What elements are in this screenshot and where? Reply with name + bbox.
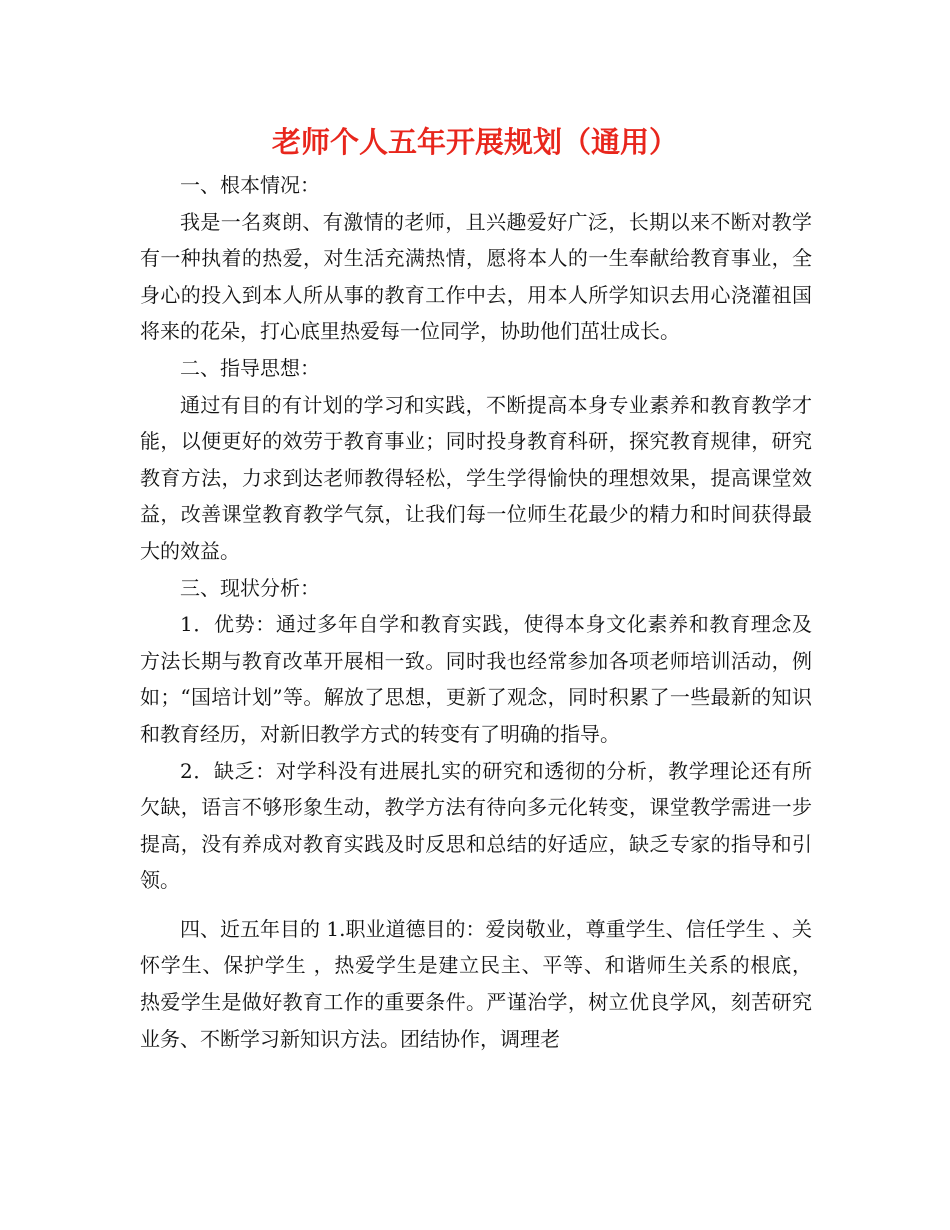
paragraph-basic-situation: 我是一名爽朗、有激情的老师，且兴趣爱好广泛，长期以来不断对教学有一种执着的热爱，对生活充满热情，愿将本人的一生奉献给教育事业，全身心的投入到本人所从事的教育工作中去，用本人所学知识去用心浇灌祖国将来的花朵，打心底里热爱每一位同学，协助他们茁壮成长。 xyxy=(140,209,812,344)
paragraph-five-year-goals: 四、近五年目的 1.职业道德目的：爱岗敬业，尊重学生、信任学生 、关怀学生、保护学生 ，热爱学生是建立民主、平等、和谐师生关系的根底， 热爱学生是做好教育工作的重要条件。严谨治学，树立优良学风，刻苦研究业务、不断学习新知识方法。团结协作，调理老 xyxy=(140,916,812,1051)
section-heading-status-analysis: 三、现状分析： xyxy=(180,575,320,600)
document-title: 老师个人五年开展规划（通用） xyxy=(271,125,678,159)
paragraph-strengths: 1．优势：通过多年自学和教育实践，使得本身文化素养和教育理念及方法长期与教育改革开展相一致。同时我也经常参加各项老师培训活动，例如；“国培计划”等。解放了思想，更新了观念，同时积累了一些最新的知识和教育经历，对新旧教学方式的转变有了明确的指导。 xyxy=(140,612,812,746)
section-heading-basic-situation: 一、根本情况： xyxy=(180,173,320,197)
section-heading-guiding-ideology: 二、指导思想： xyxy=(180,355,320,380)
paragraph-weaknesses: 2．缺乏：对学科没有进展扎实的研究和透彻的分析，教学理论还有所欠缺，语言不够形象生动，教学方法有待向多元化转变，课堂教学需进一步提高，没有养成对教育实践及时反思和总结的好适应，缺乏专家的指导和引领。 xyxy=(140,758,812,893)
document-body xyxy=(140,167,812,1057)
paragraph-guiding-ideology: 通过有目的有计划的学习和实践，不断提高本身专业素养和教育教学才能，以便更好的效劳于教育事业；同时投身教育科研，探究教育规律，研究教育方法，力求到达老师教得轻松，学生学得愉快的理想效果，提高课堂效益，改善课堂教育教学气氛，让我们每一位师生花最少的精力和时间获得最大的效益。 xyxy=(140,392,812,563)
